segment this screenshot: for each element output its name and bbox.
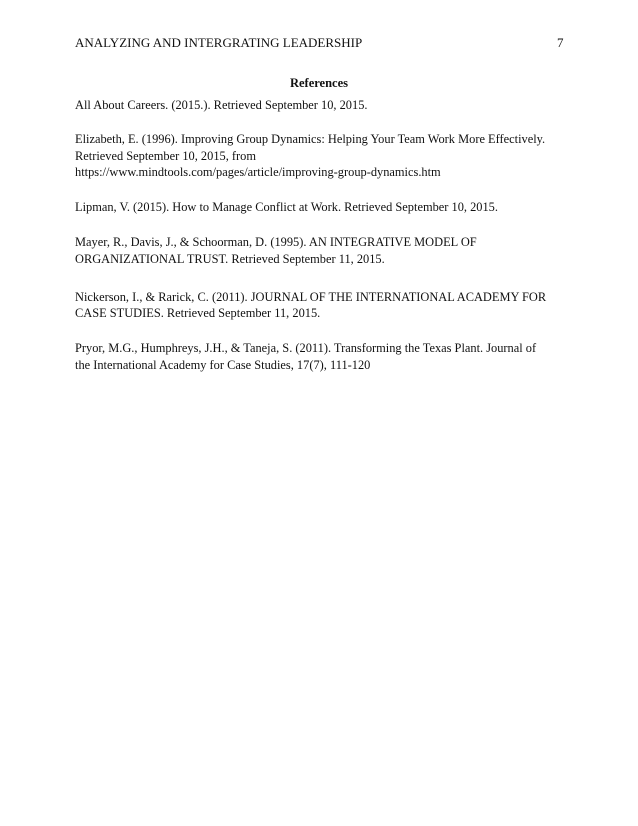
reference-url: https://www.mindtools.com/pages/article/improving-group-dynamics.htm [75, 165, 441, 180]
reference-entry [75, 131, 575, 181]
reference-line: Elizabeth, E. (1996). Improving Group Dynamics: Helping Your Team Work More Effectively. [75, 131, 546, 146]
references-heading: References [289, 76, 349, 90]
page-number: 7 [557, 35, 564, 50]
reference-line: CASE STUDIES. Retrieved September 11, 2015. [75, 306, 321, 321]
reference-line: Retrieved September 10, 2015, from [75, 148, 256, 163]
reference-line: All About Careers. (2015.). Retrieved September 10, 2015. [75, 98, 368, 112]
reference-line: Pryor, M.G., Humphreys, J.H., & Taneja, S. (2011). Transforming the Texas Plant. Journal of [75, 341, 537, 356]
reference-entry [75, 289, 575, 323]
reference-line: ORGANIZATIONAL TRUST. Retrieved September 11, 2015. [75, 251, 385, 266]
reference-line: Mayer, R., Davis, J., & Schoorman, D. (1995). AN INTEGRATIVE MODEL OF [75, 234, 477, 249]
reference-line: the International Academy for Case Studies, 17(7), 111-120 [75, 357, 371, 372]
reference-entry [75, 340, 575, 374]
reference-line: Nickerson, I., & Rarick, C. (2011). JOURNAL OF THE INTERNATIONAL ACADEMY FOR [75, 289, 547, 304]
references-list [75, 97, 575, 374]
reference-entry [75, 199, 575, 216]
running-head: ANALYZING AND INTERGRATING LEADERSHIP [75, 35, 363, 50]
reference-line: Lipman, V. (2015). How to Manage Conflict at Work. Retrieved September 10, 2015. [75, 200, 498, 215]
reference-entry [75, 234, 575, 268]
reference-entry [75, 97, 575, 114]
